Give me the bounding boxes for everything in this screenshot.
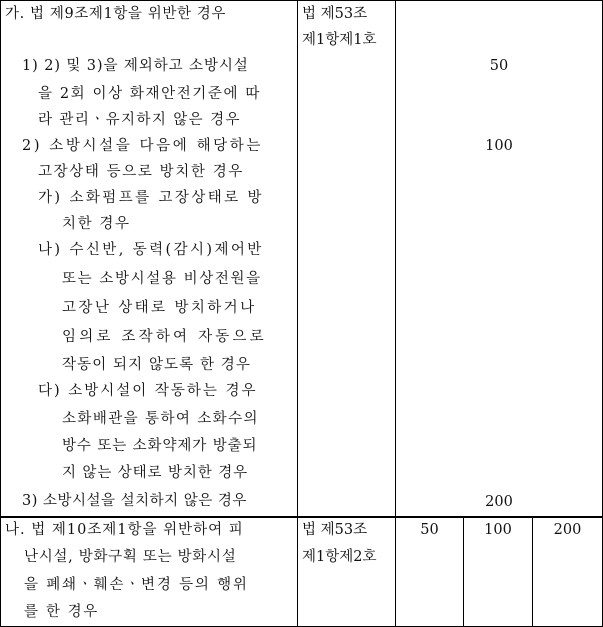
row-ga-item-2c-line-3: 방수 또는 소화약제가 방출되 <box>62 438 258 454</box>
table-border-top <box>0 0 603 1</box>
row-ga-item-3-line-1: 3) 소방시설을 설치하지 않은 경우 <box>22 493 247 509</box>
row-na-line-3: 을 폐쇄ㆍ훼손ㆍ변경 등의 행위 <box>24 577 249 593</box>
row-ga-item-2-amount: 100 <box>485 138 513 154</box>
row-ga-item-2b-line-3: 고장난 상태로 방치하거나 <box>62 300 257 316</box>
row-na-line-4: 를 한 경우 <box>24 604 99 620</box>
column-divider-basis <box>297 0 298 627</box>
row-ga-item-2b-line-1: 나) 수신반, 동력(감시)제어반 <box>38 242 264 258</box>
row-ga-item-2c-line-2: 소화배관을 통하여 소화수의 <box>62 411 259 427</box>
row-ga-item-2c-line-1: 다) 소방시설이 작동하는 경우 <box>38 383 258 399</box>
row-ga-item-1-line-3: 라 관리ㆍ유지하지 않은 경우 <box>38 112 241 128</box>
row-ga-heading: 가. 법 제9조제1항을 위반한 경우 <box>5 6 226 22</box>
table-border-left <box>0 0 1 627</box>
row-ga-item-2b-line-4: 임의로 조작하여 자동으로 <box>62 329 267 345</box>
row-ga-item-2a-line-1: 가) 소화펌프를 고장상태로 방 <box>38 190 264 206</box>
row-ga-item-2b-line-2: 또는 소방시설용 비상전원을 <box>62 271 262 287</box>
row-ga-item-1-line-1: 1) 2) 및 3)을 제외하고 소방시설 <box>22 58 249 74</box>
row-ga-item-2c-line-4: 지 않는 상태로 방치한 경우 <box>62 465 249 481</box>
row-ga-basis-line-2: 제1항제1호 <box>302 32 377 48</box>
row-na-basis-line-2: 제1항제2호 <box>302 549 377 565</box>
row-ga-item-2-line-2: 고장상태 등으로 방치한 경우 <box>38 164 244 180</box>
row-ga-item-2-line-1: 2) 소방시설을 다음에 해당하는 <box>22 138 263 154</box>
row-ga-basis-line-1: 법 제53조 <box>302 6 368 22</box>
row-ga-item-1-line-2: 을 2회 이상 화재안전기준에 따 <box>38 86 261 102</box>
row-ga-item-3-amount: 200 <box>485 494 513 510</box>
row-na-amount-3: 200 <box>553 522 582 538</box>
row-na-amount-2: 100 <box>484 522 512 538</box>
row-na-amount-1: 50 <box>420 522 439 538</box>
row-divider <box>0 516 603 518</box>
row-ga-item-2b-line-5: 작동이 되지 않도록 한 경우 <box>62 357 252 373</box>
row-ga-item-2a-line-2: 치한 경우 <box>62 216 131 232</box>
row-na-line-1: 나. 법 제10조제1항을 위반하여 피 <box>5 522 244 538</box>
row-na-line-2: 난시설, 방화구획 또는 방화시설 <box>24 549 237 565</box>
row-ga-item-1-amount: 50 <box>489 58 509 74</box>
row-na-basis-line-1: 법 제53조 <box>302 522 368 538</box>
